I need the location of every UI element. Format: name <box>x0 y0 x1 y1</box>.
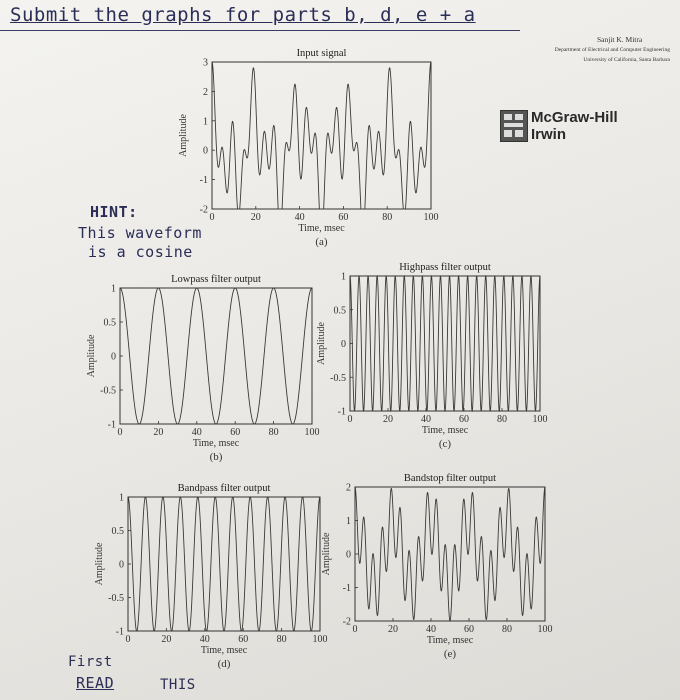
x-axis-label: Time, msec <box>421 425 469 436</box>
hint-label: HINT: <box>90 203 138 221</box>
x-tick-label: 60 <box>238 634 249 645</box>
x-axis-label: Time, msec <box>192 438 240 449</box>
this-note: THIS <box>160 677 196 693</box>
x-tick-label: 80 <box>502 624 512 635</box>
figure-caption: (a) <box>315 236 328 248</box>
panel-e <box>321 473 553 660</box>
x-tick-label: 60 <box>230 427 241 438</box>
y-tick-label: 3 <box>203 57 208 69</box>
panel-c <box>316 262 548 450</box>
x-tick-label: 100 <box>304 427 320 438</box>
chart-title: Highpass filter output <box>399 262 491 273</box>
x-tick-label: 0 <box>125 634 131 645</box>
y-axis-label: Amplitude <box>321 532 332 576</box>
y-tick-label: 0.5 <box>103 317 116 329</box>
x-tick-label: 0 <box>209 212 215 223</box>
y-tick-label: -2 <box>342 616 351 628</box>
y-tick-label: -0.5 <box>108 593 124 604</box>
author-name: Sanjit K. Mitra <box>597 35 643 44</box>
publisher-line1: McGraw-Hill <box>531 109 618 126</box>
chart-title: Input signal <box>296 48 347 59</box>
y-tick-label: 1 <box>111 283 116 295</box>
y-tick-label: -1 <box>115 626 124 638</box>
hint-text-2: is a cosine <box>88 243 193 261</box>
plot-frame <box>212 62 431 209</box>
x-tick-label: 40 <box>421 414 431 425</box>
y-tick-label: 1 <box>341 271 346 283</box>
panel-a <box>178 48 439 248</box>
x-tick-label: 80 <box>382 212 393 223</box>
x-tick-label: 20 <box>383 414 393 425</box>
x-tick-label: 20 <box>161 634 172 645</box>
x-tick-label: 40 <box>199 634 210 645</box>
y-axis-label: Amplitude <box>94 542 105 586</box>
x-tick-label: 0 <box>117 427 123 438</box>
x-tick-label: 60 <box>338 212 349 223</box>
figure-caption: (d) <box>217 658 231 670</box>
y-tick-label: 0.5 <box>333 305 346 317</box>
x-tick-label: 0 <box>352 624 358 635</box>
x-tick-label: 60 <box>464 624 474 635</box>
chart-title: Bandstop filter output <box>403 473 497 484</box>
y-tick-label: -1 <box>342 583 351 594</box>
y-tick-label: 2 <box>346 482 351 494</box>
x-tick-label: 20 <box>250 212 261 223</box>
y-tick-label: -0.5 <box>330 372 346 384</box>
y-tick-label: 0.5 <box>111 526 124 537</box>
x-tick-label: 60 <box>459 414 469 425</box>
series-line <box>120 288 312 424</box>
y-tick-label: -0.5 <box>100 385 116 397</box>
x-tick-label: 80 <box>276 634 287 645</box>
y-tick-label: -1 <box>199 175 208 187</box>
panel-b <box>86 274 320 463</box>
y-axis-label: Amplitude <box>178 114 189 157</box>
first-note: First <box>68 654 113 670</box>
read-note: READ <box>76 674 115 692</box>
y-tick-label: 0 <box>111 351 116 363</box>
x-tick-label: 40 <box>294 212 305 223</box>
series-line <box>355 487 545 621</box>
x-axis-label: Time, msec <box>298 223 345 234</box>
series-line <box>212 62 431 209</box>
x-tick-label: 100 <box>537 624 553 635</box>
y-tick-label: 0 <box>346 549 351 561</box>
x-axis-label: Time, msec <box>200 645 248 656</box>
y-axis-label: Amplitude <box>316 322 327 365</box>
plot-frame <box>355 487 545 621</box>
x-tick-label: 20 <box>388 624 398 635</box>
x-tick-label: 40 <box>426 624 436 635</box>
handwritten-header: Submit the graphs for parts b, d, e + a <box>10 4 476 26</box>
y-tick-label: 1 <box>203 116 208 128</box>
x-tick-label: 100 <box>532 414 548 425</box>
x-tick-label: 100 <box>312 634 328 645</box>
series-line <box>350 276 540 411</box>
y-tick-label: -2 <box>199 204 208 216</box>
author-university: University of California, Santa Barbara <box>583 57 670 63</box>
y-tick-label: 2 <box>203 86 208 98</box>
author-department: Department of Electrical and Computer Engineering <box>554 47 670 53</box>
chart-title: Bandpass filter output <box>177 483 271 494</box>
figure-caption: (b) <box>209 451 223 463</box>
x-tick-label: 80 <box>497 414 507 425</box>
y-axis-label: Amplitude <box>86 334 97 378</box>
hint-text-1: This waveform <box>78 224 202 242</box>
y-tick-label: 0 <box>341 339 346 350</box>
x-tick-label: 80 <box>268 427 279 438</box>
y-tick-label: 1 <box>119 492 124 504</box>
x-tick-label: 40 <box>191 427 202 438</box>
figure-caption: (e) <box>443 648 457 660</box>
publisher-line2: Irwin <box>531 126 567 143</box>
y-tick-label: 0 <box>203 145 208 157</box>
figure-caption: (c) <box>438 438 452 450</box>
series-line <box>128 497 320 631</box>
x-tick-label: 0 <box>347 414 353 425</box>
panel-d <box>94 483 328 670</box>
y-tick-label: 0 <box>119 559 124 571</box>
y-tick-label: -1 <box>337 406 346 418</box>
x-tick-label: 20 <box>153 427 164 438</box>
chart-title: Lowpass filter output <box>171 274 261 285</box>
x-tick-label: 100 <box>423 212 439 223</box>
y-tick-label: 1 <box>346 516 351 527</box>
x-axis-label: Time, msec <box>426 635 474 646</box>
y-tick-label: -1 <box>107 419 116 431</box>
